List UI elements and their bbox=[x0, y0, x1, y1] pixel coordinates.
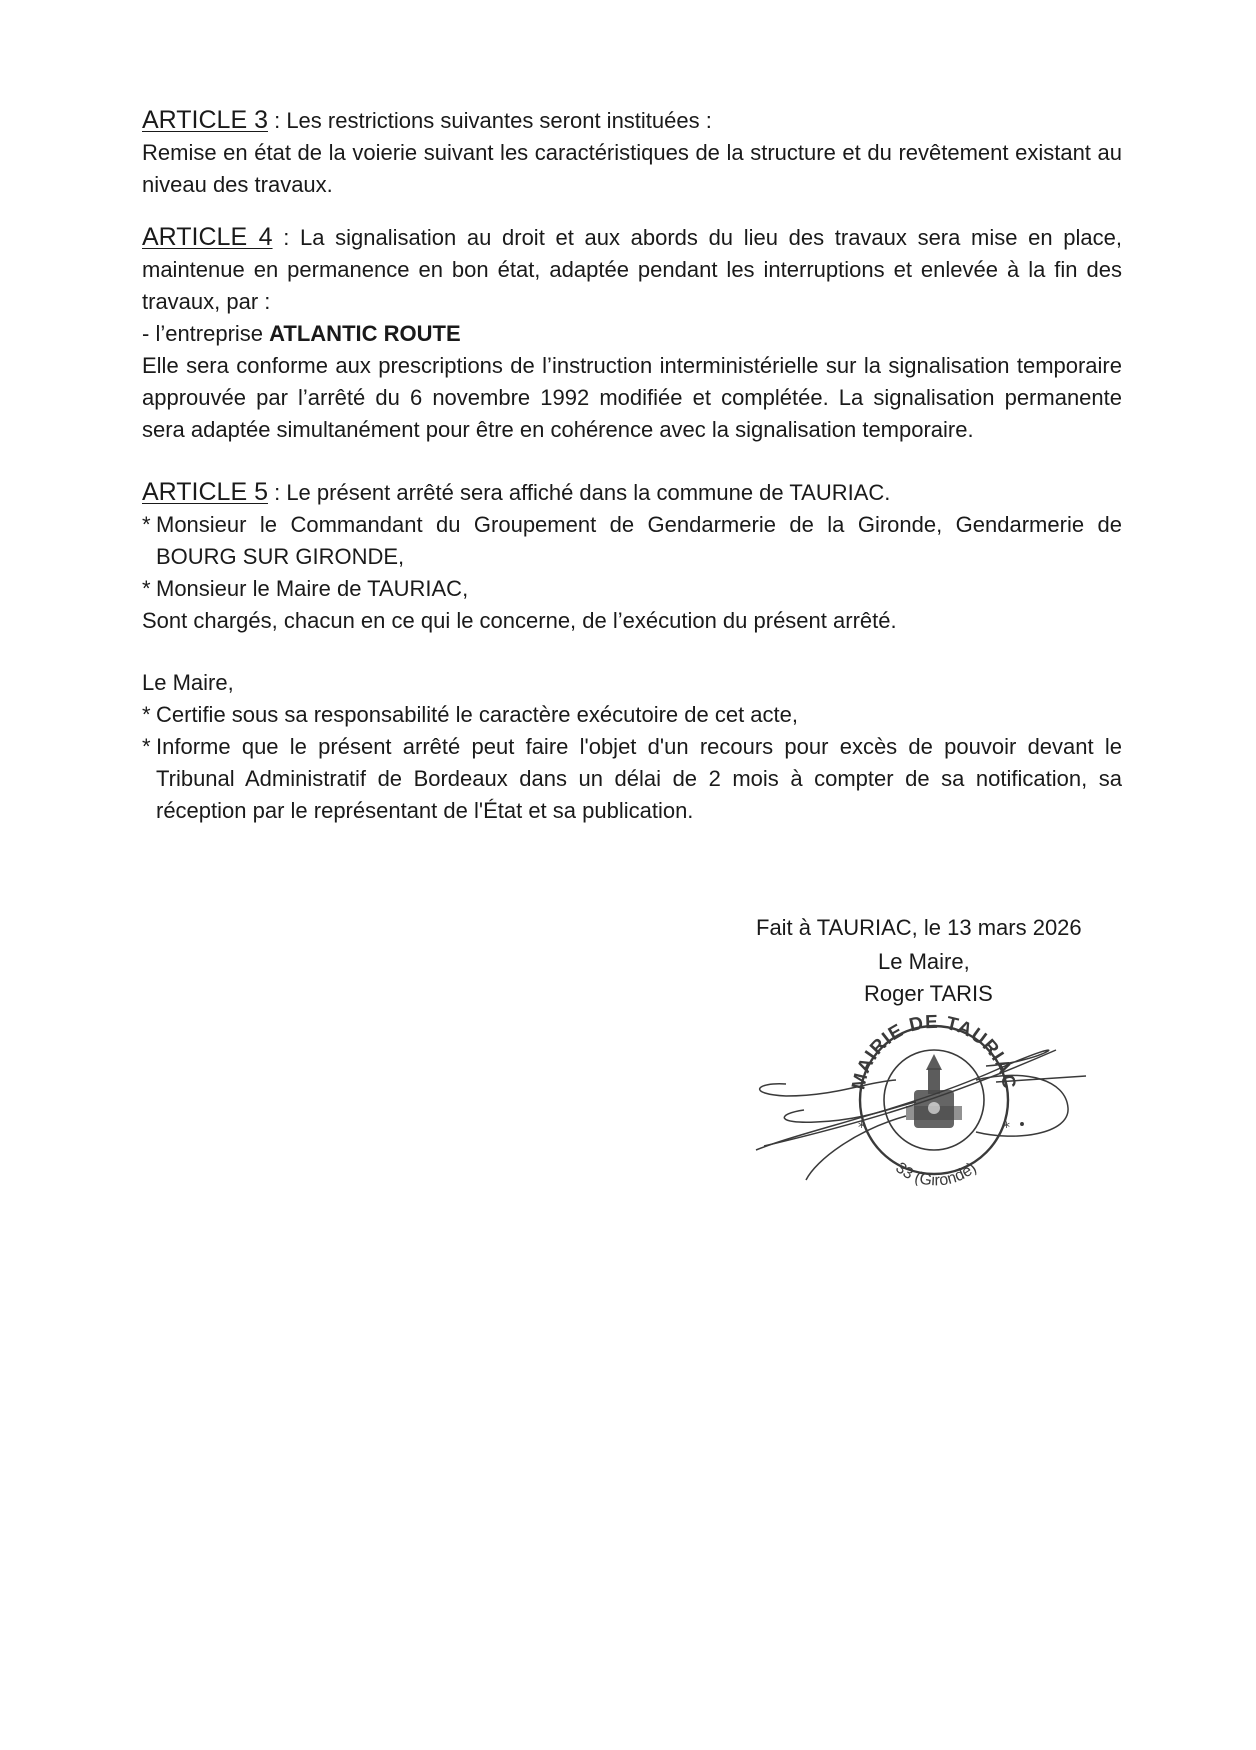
article-4-body: Elle sera conforme aux prescriptions de l’instruction interministérielle sur la signalisation temporaire approuvée par l’arrêté du 6 novembre 1992 modifiée et complétée. La signalisation permanente sera adaptée simultanément pour être en cohérence avec la signalisation temporaire. bbox=[142, 353, 1122, 442]
signature-place-date: Fait à TAURIAC, le 13 mars 2026 bbox=[756, 915, 1082, 940]
stamp-star-left: * bbox=[858, 1120, 865, 1136]
article-3-body: Remise en état de la voierie suivant les caractéristiques de la structure et du revêtement existant au niveau des travaux. bbox=[142, 140, 1122, 197]
article-3-heading: ARTICLE 3 bbox=[142, 106, 268, 134]
article-4-intro: : La signalisation au droit et aux abords du lieu des travaux sera mise en place, maintenue en permanence en bon état, adaptée pendant les interruptions et enlevée à la fin des travaux, par : bbox=[142, 225, 1122, 314]
document-body bbox=[142, 104, 1122, 827]
bullet-star: * bbox=[142, 734, 151, 759]
company-prefix: - l’entreprise bbox=[142, 321, 270, 346]
signature-name: Roger TARIS bbox=[864, 981, 993, 1006]
signature-title: Le Maire, bbox=[878, 949, 970, 974]
bullet-star: * bbox=[142, 512, 151, 537]
official-stamp bbox=[746, 1010, 1126, 1200]
mayor-note-bullet bbox=[142, 699, 1122, 731]
bullet-text: Certifie sous sa responsabilité le caractère exécutoire de cet acte, bbox=[156, 702, 798, 727]
article-5 bbox=[142, 476, 1122, 509]
article-5-intro: : Le présent arrêté sera affiché dans la commune de TAURIAC. bbox=[267, 480, 891, 505]
article-5-closing: Sont chargés, chacun en ce qui le concerne, de l’exécution du présent arrêté. bbox=[142, 608, 897, 633]
bullet-star: * bbox=[142, 702, 151, 727]
bullet-text: Monsieur le Commandant du Groupement de Gendarmerie de la Gironde, Gendarmerie de BOURG SUR GIRONDE, bbox=[156, 512, 1122, 569]
bullet-text: Monsieur le Maire de TAURIAC, bbox=[156, 576, 469, 601]
article-3 bbox=[142, 104, 1122, 137]
bullet-star: * bbox=[142, 576, 151, 601]
bullet-text: Informe que le présent arrêté peut faire l'objet d'un recours pour excès de pouvoir devant le Tribunal Administratif de Bordeaux dans un délai de 2 mois à compter de sa notification, sa réception par le représentant de l'État et sa publication. bbox=[156, 734, 1122, 823]
stamp-graphic bbox=[746, 1010, 1126, 1200]
article-5-bullet bbox=[142, 573, 1122, 605]
article-4-company bbox=[142, 318, 1122, 350]
stamp-top-text: MAIRIE DE TAURIAC bbox=[848, 1011, 1020, 1092]
stamp-bottom-text: 33 (Gironde) bbox=[892, 1159, 980, 1190]
company-name: ATLANTIC ROUTE bbox=[269, 321, 461, 346]
article-5-bullet bbox=[142, 509, 1122, 573]
article-3-intro: : Les restrictions suivantes seront instituées : bbox=[267, 108, 712, 133]
article-4-heading: ARTICLE 4 bbox=[142, 223, 273, 251]
article-4 bbox=[142, 221, 1122, 318]
mayor-note-heading: Le Maire, bbox=[142, 670, 234, 695]
stamp-star-right: * bbox=[1003, 1120, 1010, 1136]
mayor-note-bullet bbox=[142, 731, 1122, 827]
article-5-heading: ARTICLE 5 bbox=[142, 478, 268, 506]
